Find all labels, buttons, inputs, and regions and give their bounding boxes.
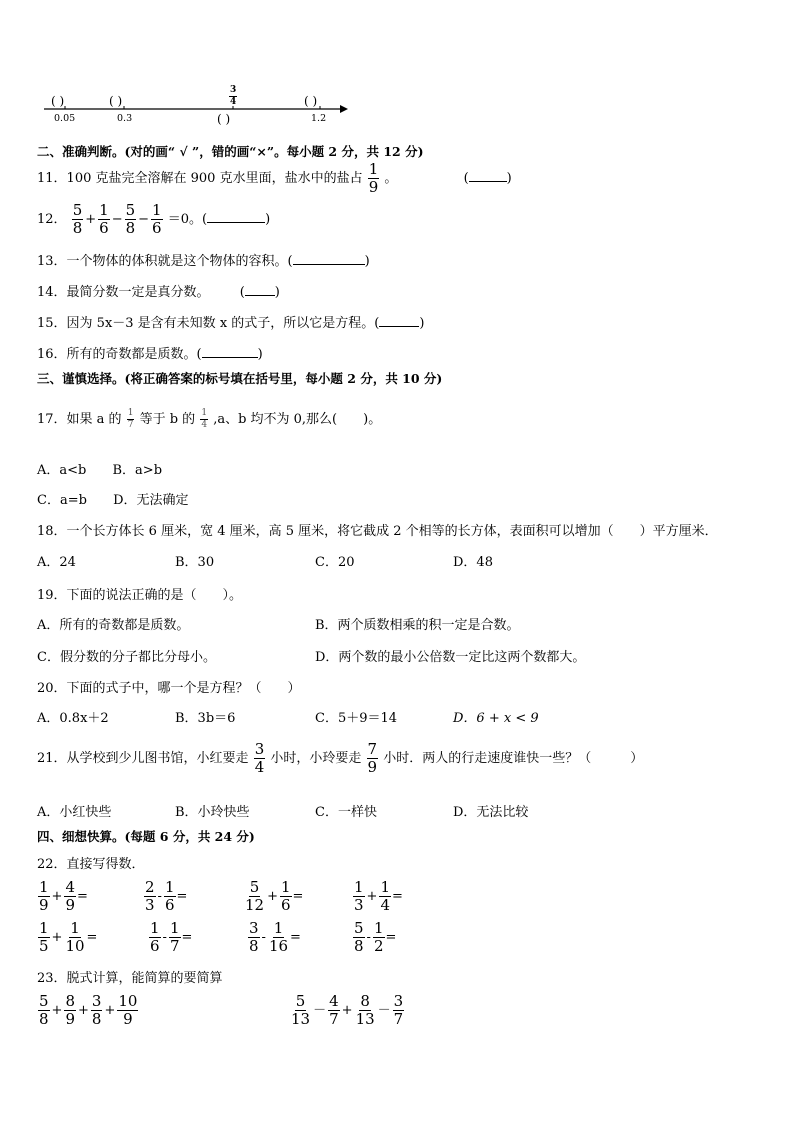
- section-4-title: 四、细想快算。(每题 6 分，共 24 分): [37, 829, 255, 844]
- fraction: $\frac{3}{4}$: [254, 740, 265, 776]
- fraction: $\frac{1}{6}$: [152, 201, 162, 237]
- section-3-title: 三、谨慎选择。(将正确答案的标号填在括号里，每小题 2 分，共 10 分): [37, 371, 443, 386]
- question-11: [37, 162, 512, 195]
- option-a[interactable]: A．所有的奇数都是质数。: [37, 618, 190, 633]
- expression: $\frac{5}{8}$ - $\frac{1}{2}$ =: [354, 919, 397, 955]
- expression: $\frac{5}{12}$ + $\frac{1}{6}$ =: [245, 878, 304, 914]
- question-14-text: 14．最简分数一定是真分数。: [37, 285, 210, 300]
- answer-blank[interactable]: [293, 252, 365, 265]
- question-12-number: 12．: [37, 212, 67, 227]
- answer-close: ): [506, 171, 512, 186]
- option-a[interactable]: A．0.8x＋2: [37, 711, 109, 726]
- option-a[interactable]: A．24: [37, 555, 76, 570]
- answer-blank[interactable]: [202, 345, 258, 358]
- question-21-text-b: 小时，小玲要走: [270, 751, 362, 766]
- option-d[interactable]: D．无法确定: [113, 493, 189, 508]
- question-16-text: 16．所有的奇数都是质数。(: [37, 347, 202, 362]
- answer-blank[interactable]: [379, 314, 419, 327]
- question-16: [37, 343, 263, 362]
- tick-label-0.05: 0.05: [54, 113, 76, 124]
- fraction: $\frac{5}{8}$: [72, 201, 83, 237]
- option-c[interactable]: C．a=b: [37, 493, 87, 508]
- number-line-frac-3-4: $\frac{3}{4}$: [230, 85, 237, 107]
- answer-open: (: [463, 171, 469, 186]
- answer-close: ): [364, 254, 370, 269]
- question-17-text-b: 等于 b 的: [139, 412, 196, 427]
- number-line-slot-3[interactable]: ( ): [217, 112, 231, 126]
- answer-open: (: [239, 285, 245, 300]
- answer-close: ): [419, 316, 425, 331]
- fraction: $\frac{5}{8}$: [125, 201, 136, 237]
- option-c[interactable]: C．5＋9＝14: [315, 711, 398, 726]
- question-15: [37, 312, 424, 331]
- question-12: 12． $\frac{5}{8}$ + $\frac{1}{6}$ − $\frac{5}{8}$ − $\frac{1}{6}$ ＝0。( ): [37, 201, 271, 237]
- question-19: 19．下面的说法正确的是（ ）。: [37, 588, 243, 603]
- question-15-text: 15．因为 5x－3 是含有未知数 x 的式子，所以它是方程。(: [37, 316, 380, 331]
- question-21-text-c: 小时．两人的行走速度谁快一些？（ ）: [383, 751, 644, 766]
- answer-blank[interactable]: [207, 210, 265, 223]
- option-c[interactable]: C．一样快: [315, 805, 377, 820]
- expression: $\frac{5}{13}$ － $\frac{4}{7}$ + $\frac{8}{13}$ － $\frac{3}{7}$: [291, 992, 404, 1028]
- expression: $\frac{1}{6}$ - $\frac{1}{7}$ =: [150, 919, 193, 955]
- question-17-text-a: 17．如果 a 的: [37, 412, 122, 427]
- expression: $\frac{3}{8}$ - $\frac{1}{16}$ =: [249, 919, 301, 955]
- expression: $\frac{1}{5}$ + $\frac{1}{10}$ =: [39, 919, 98, 955]
- fraction: $\frac{1}{9}$: [368, 160, 379, 196]
- option-a[interactable]: A．小红快些: [37, 805, 112, 820]
- tick-label-1.2: 1.2: [311, 113, 327, 124]
- question-17: [37, 408, 381, 430]
- option-d[interactable]: D．无法比较: [453, 805, 529, 820]
- tick-label-0.3: 0.3: [117, 113, 133, 124]
- fraction: $\frac{7}{9}$: [367, 740, 378, 776]
- question-14: [37, 281, 280, 300]
- fraction: $\frac{1}{7}$: [127, 408, 134, 430]
- expression: $\frac{5}{8}$ + $\frac{8}{9}$ + $\frac{3}{8}$ + $\frac{10}{9}$: [39, 992, 138, 1028]
- question-12-tail: ＝0。(: [167, 212, 208, 227]
- answer-close: ): [265, 212, 271, 227]
- answer-blank[interactable]: [469, 169, 507, 182]
- question-18: 18．一个长方体长 6 厘米，宽 4 厘米，高 5 厘米，将它截成 2 个相等的长方体，表面积可以增加（ ）平方厘米．: [37, 524, 718, 539]
- question-17-options-row1: [37, 459, 162, 478]
- answer-blank[interactable]: [245, 283, 275, 296]
- question-22: 22．直接写得数．: [37, 857, 145, 872]
- option-c[interactable]: C．假分数的分子都比分母小。: [37, 650, 216, 665]
- answer-close: ): [257, 347, 263, 362]
- option-d[interactable]: D．6 + x < 9: [453, 711, 539, 726]
- option-b[interactable]: B．两个质数相乘的积一定是合数。: [315, 618, 520, 633]
- option-d[interactable]: D．48: [453, 555, 493, 570]
- answer-close: ): [274, 285, 280, 300]
- expression: $\frac{2}{3}$ - $\frac{1}{6}$ =: [145, 878, 188, 914]
- expression: $\frac{1}{9}$ + $\frac{4}{9}$ =: [39, 878, 88, 914]
- question-17-options-row2: [37, 489, 189, 508]
- option-b[interactable]: B．a>b: [112, 463, 163, 478]
- option-d[interactable]: D．两个数的最小公倍数一定比这两个数都大。: [315, 650, 586, 665]
- question-11-end: 。: [384, 171, 398, 186]
- section-2-title: 二、准确判断。(对的画“ √ ”，错的画“×”。每小题 2 分，共 12 分): [37, 144, 424, 159]
- question-11-text: 11．100 克盐完全溶解在 900 克水里面，盐水中的盐占: [37, 171, 363, 186]
- question-13-text: 13．一个物体的体积就是这个物体的容积。(: [37, 254, 293, 269]
- option-b[interactable]: B．小玲快些: [175, 805, 250, 820]
- option-c[interactable]: C．20: [315, 555, 355, 570]
- question-13: [37, 250, 370, 269]
- number-line-slot-2[interactable]: ( ): [109, 94, 123, 108]
- question-21: [37, 742, 643, 775]
- question-17-text-c: ,a、b 均不为 0,那么( )。: [213, 412, 382, 427]
- fraction: $\frac{1}{6}$: [99, 201, 109, 237]
- option-b[interactable]: B．3b＝6: [175, 711, 236, 726]
- fraction: $\frac{1}{4}$: [201, 408, 208, 430]
- question-20: 20．下面的式子中，哪一个是方程？（ ）: [37, 681, 301, 696]
- number-line-slot-4[interactable]: ( ): [304, 94, 318, 108]
- number-line-slot-1[interactable]: ( ): [51, 94, 65, 108]
- expression: $\frac{1}{3}$ + $\frac{1}{4}$ =: [354, 878, 403, 914]
- option-b[interactable]: B．30: [175, 555, 215, 570]
- question-21-text-a: 21．从学校到少儿图书馆，小红要走: [37, 751, 249, 766]
- option-a[interactable]: A．a<b: [37, 463, 87, 478]
- question-23: 23．脱式计算，能简算的要简算: [37, 971, 223, 986]
